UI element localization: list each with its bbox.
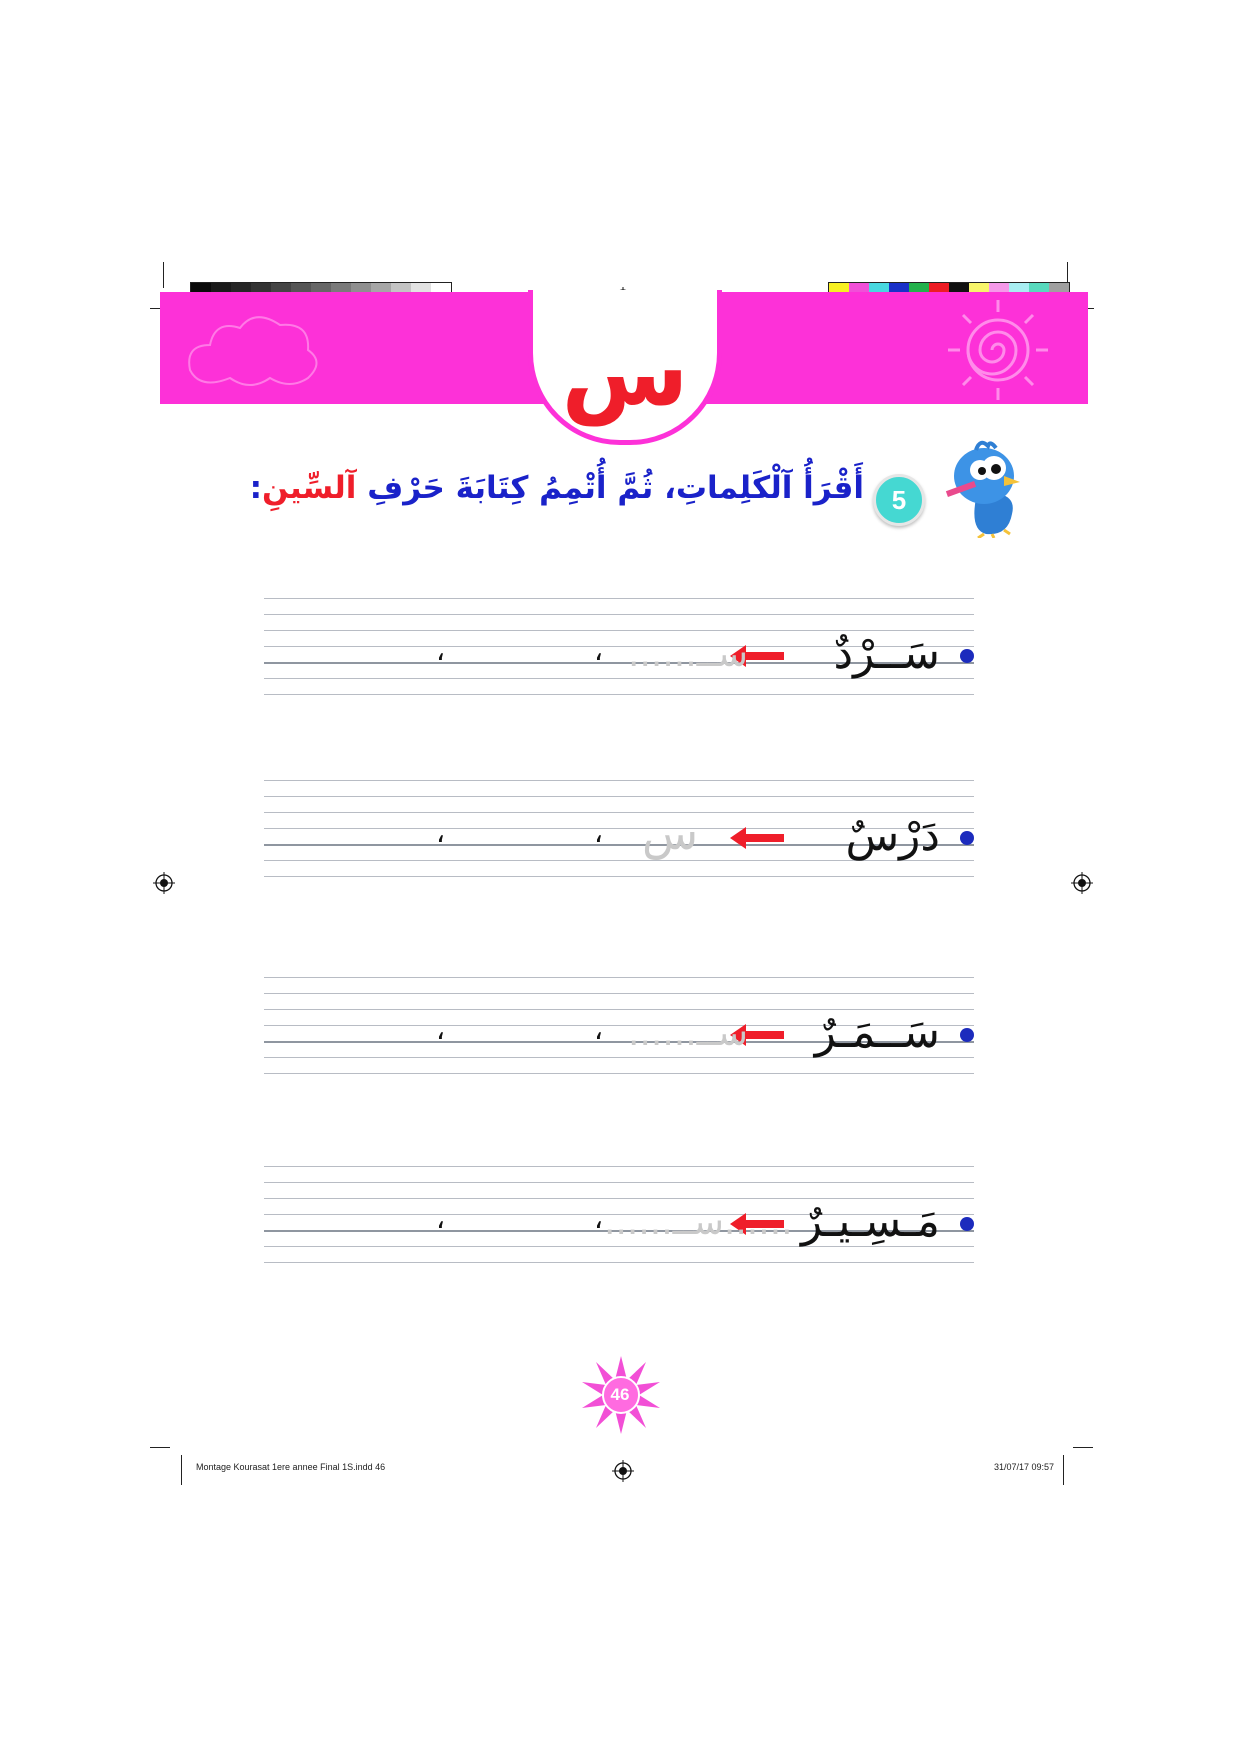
bullet-icon (960, 831, 974, 845)
separator-comma: ، (594, 1202, 604, 1235)
footer-date: 31/07/17 09:57 (993, 1462, 1054, 1472)
registration-mark-icon (612, 1460, 634, 1482)
separator-comma: ، (436, 816, 446, 849)
registration-mark-icon (153, 872, 175, 894)
separator-comma: ، (594, 634, 604, 667)
bullet-icon (960, 1217, 974, 1231)
crop-mark (150, 1447, 170, 1448)
separator-comma: ، (594, 816, 604, 849)
instruction-letter-name: آلسِّينِ (262, 470, 357, 506)
model-word: سَــرْدٌ (833, 628, 940, 679)
crop-mark (181, 1455, 182, 1485)
model-word: مَـسِـيـرٌ (800, 1196, 940, 1247)
tracing-guide[interactable]: س (642, 806, 699, 860)
separator-comma: ، (436, 1013, 446, 1046)
instruction-main: أَقْرَأُ آلْكَلِماتِ، ثُمَّ أُتْمِمُ كِتَابَةَ حَرْفِ (367, 470, 864, 506)
sun-decoration-icon (938, 296, 1058, 404)
bullet-icon (960, 1028, 974, 1042)
instruction-colon: : (249, 470, 263, 506)
tracing-guide[interactable]: ......ســ...... (604, 1202, 793, 1243)
crop-mark (1063, 1455, 1064, 1485)
separator-comma: ، (594, 1013, 604, 1046)
model-word: دَرْسٌ (845, 810, 940, 861)
exercise-row (264, 977, 974, 1087)
exercise-number-badge: 5 (873, 474, 925, 526)
arrow-left-icon (730, 826, 784, 850)
page-number: 46 (610, 1385, 630, 1404)
separator-comma: ، (436, 1202, 446, 1235)
featured-letter: س (561, 319, 689, 426)
crop-mark (163, 262, 164, 288)
separator-comma: ، (436, 634, 446, 667)
crop-mark (1073, 1447, 1093, 1448)
exercise-row (264, 598, 974, 708)
registration-mark-icon (1071, 872, 1093, 894)
cloud-decoration-icon (180, 300, 330, 390)
tracing-guide[interactable]: ســ...... (628, 1013, 748, 1054)
footer-file-name: Montage Kourasat 1ere annee Final 1S.indd 46 (196, 1462, 386, 1472)
exercise-row (264, 780, 974, 890)
tracing-guide[interactable]: ســ...... (628, 634, 748, 675)
instruction-text (250, 470, 864, 506)
bullet-icon (960, 649, 974, 663)
exercise-row (264, 1166, 974, 1276)
bird-mascot-icon (928, 438, 1023, 538)
model-word: سَــمَـرٌ (814, 1007, 940, 1058)
